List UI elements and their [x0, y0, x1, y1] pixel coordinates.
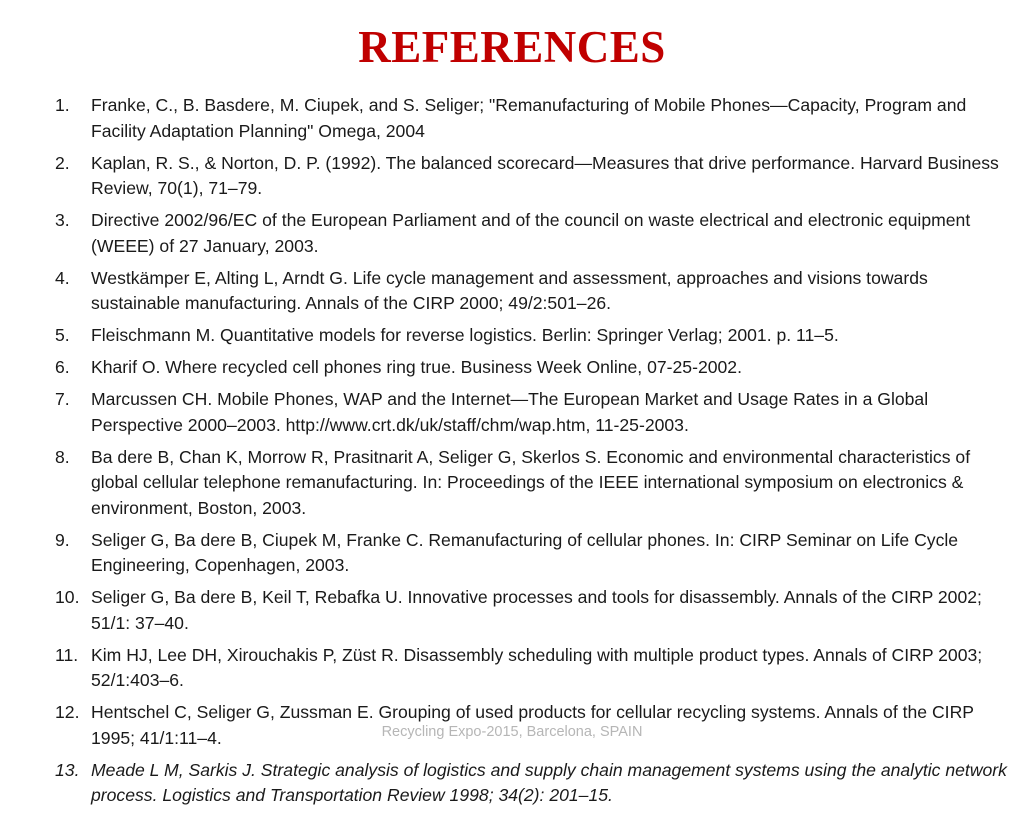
references-list	[46, 93, 1012, 815]
reference-number: 8.	[55, 446, 70, 467]
reference-text: Kaplan, R. S., & Norton, D. P. (1992). The balanced scorecard—Measures that drive performance. Harvard Business Review, 70(1), 71–79.	[91, 152, 999, 198]
reference-text: Marcussen CH. Mobile Phones, WAP and the Internet—The European Market and Usage Rates in a Global Perspective 2000–2003. http://www.crt.dk/uk/staff/chm/wap.htm, 11-25-2003.	[91, 389, 929, 435]
reference-number: 4.	[55, 267, 70, 288]
reference-text: Fleischmann M. Quantitative models for reverse logistics. Berlin: Springer Verlag; 2001. p. 11–5.	[91, 325, 839, 345]
reference-number: 7.	[55, 389, 70, 409]
reference-item-8	[46, 445, 1012, 522]
reference-number: 9.	[55, 529, 70, 550]
reference-item-5	[46, 323, 1012, 349]
reference-item-9	[46, 528, 1012, 579]
reference-text: Hentschel C, Seliger G, Zussman E. Grouping of used products for cellular recycling systems. Annals of the CIRP 1995; 41/1:11–4.	[91, 702, 974, 748]
reference-number: 10.	[55, 587, 80, 607]
reference-text: Meade L M, Sarkis J. Strategic analysis of logistics and supply chain management systems using the analytic network process. Logistics and Transportation Review 1998; 34(2): 201–15.	[91, 759, 1007, 805]
reference-text: Ba dere B, Chan K, Morrow R, Prasitnarit A, Seliger G, Skerlos S. Economic and environmental characteristics of global cellular telephone remanufacturing. In: Proceedings of the IEEE international symposium on electronics & environment, Boston, 2003.	[91, 446, 971, 518]
reference-number: 1.	[55, 95, 70, 115]
reference-text: Kim HJ, Lee DH, Xirouchakis P, Züst R. Disassembly scheduling with multiple product types. Annals of CIRP 2003; 52/1:403–6.	[91, 644, 983, 690]
reference-text: Franke, C., B. Basdere, M. Ciupek, and S. Seliger; "Remanufacturing of Mobile Phones—Capacity, Program and Facility Adaptation Planning" Omega, 2004	[91, 95, 967, 141]
reference-number: 5.	[55, 325, 70, 345]
reference-item-12	[46, 700, 1012, 751]
reference-number: 3.	[55, 210, 70, 230]
page-title: REFERENCES	[358, 22, 666, 72]
reference-number: 6.	[55, 357, 70, 377]
reference-text: Seliger G, Ba dere B, Keil T, Rebafka U. Innovative processes and tools for disassembly. Annals of the CIRP 2002; 51/1: 37–40.	[91, 587, 982, 633]
reference-number: 13.	[55, 759, 80, 780]
reference-number: 2.	[55, 152, 70, 173]
reference-item-10	[46, 585, 1012, 636]
reference-text: Westkämper E, Alting L, Arndt G. Life cycle management and assessment, approaches and visions towards sustainable manufacturing. Annals of the CIRP 2000; 49/2:501–26.	[91, 267, 928, 313]
reference-item-6	[46, 355, 1012, 381]
reference-item-2	[46, 151, 1012, 202]
reference-item-1	[46, 93, 1012, 144]
reference-number: 12.	[55, 702, 80, 722]
reference-number: 11.	[55, 644, 79, 665]
reference-item-7	[46, 387, 1012, 438]
reference-text: Seliger G, Ba dere B, Ciupek M, Franke C. Remanufacturing of cellular phones. In: CIRP Seminar on Life Cycle Engineering, Copenhagen, 2003.	[91, 529, 959, 575]
reference-item-13	[46, 758, 1012, 809]
reference-text: Directive 2002/96/EC of the European Parliament and of the council on waste electrical and electronic equipment (WEEE) of 27 January, 2003.	[91, 210, 971, 256]
reference-item-3	[46, 208, 1012, 259]
reference-item-11	[46, 643, 1012, 694]
reference-item-4	[46, 266, 1012, 317]
reference-text: Kharif O. Where recycled cell phones ring true. Business Week Online, 07-25-2002.	[91, 357, 742, 377]
slide-footer-watermark: Recycling Expo-2015, Barcelona, SPAIN	[381, 724, 643, 740]
